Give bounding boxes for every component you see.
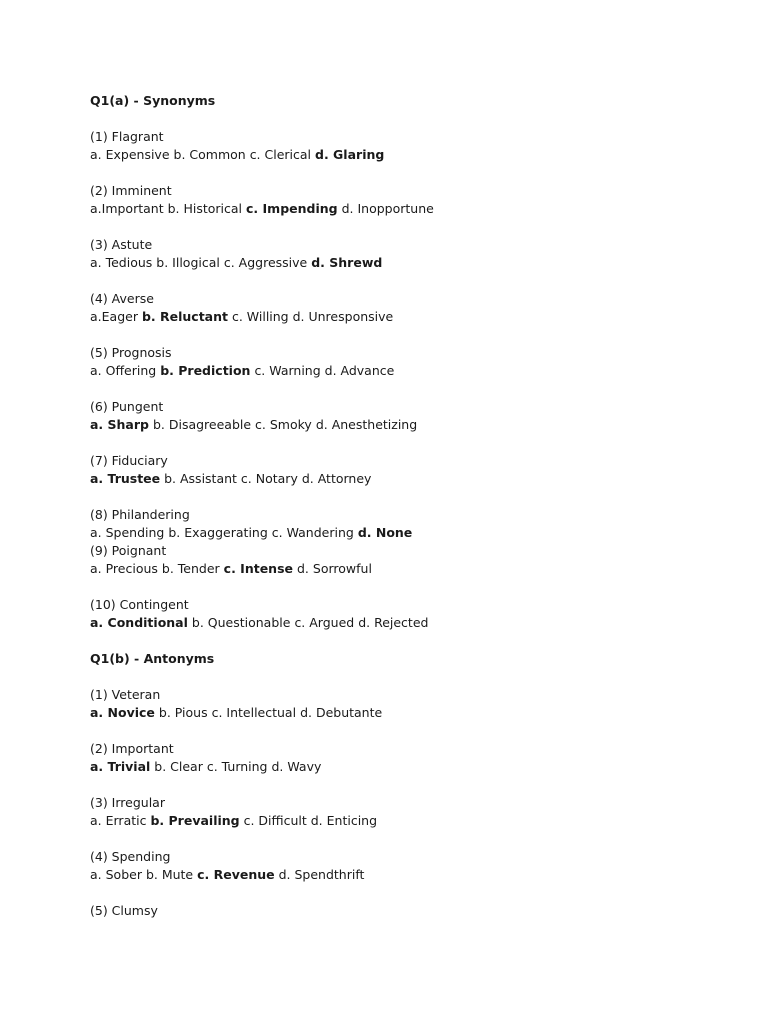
correct-answer-option: b. Reluctant [141,309,228,324]
answer-option: c. Turning [206,759,268,774]
correct-answer-option: b. Prevailing [150,813,240,828]
correct-answer-option: b. Prediction [160,363,251,378]
answer-option: d. Spendthrift [278,867,365,882]
question-word: (3) Astute [90,237,153,252]
correct-answer-option: c. Impending [246,201,338,216]
answer-option: b. Illogical [156,255,220,270]
correct-answer-option: c. Intense [223,561,294,576]
document-page [90,92,730,938]
answer-option: c. Smoky [255,417,312,432]
answer-option: d. Anesthetizing [315,417,418,432]
question-item [90,902,730,920]
correct-answer-option: a. Trivial [90,759,151,774]
question-word: (3) Irregular [90,795,165,810]
answer-option: c. Aggressive [223,255,308,270]
question-item [90,398,730,434]
answer-option: b. Common [173,147,246,162]
answer-options [90,308,730,326]
answer-option: c. Notary [240,471,298,486]
answer-option: b. Assistant [164,471,237,486]
answer-option: a. Tedious [90,255,153,270]
section [90,650,730,920]
answer-options [90,758,730,776]
correct-answer-option: c. Revenue [197,867,275,882]
section-title: Q1(b) - Antonyms [90,651,215,666]
answer-option: a. Precious [90,561,158,576]
answer-options [90,614,730,632]
answer-options [90,416,730,434]
answer-option: a. Erratic [90,813,147,828]
answer-option: a. Offering [90,363,157,378]
answer-option: d. Advance [324,363,395,378]
answer-option: d. Sorrowful [297,561,372,576]
answer-option: b. Clear [154,759,203,774]
answer-option: b. Pious [158,705,208,720]
answer-option: d. Wavy [271,759,322,774]
answer-option: b. Disagreeable [152,417,252,432]
answer-option: b. Questionable [191,615,291,630]
question-word: (4) Spending [90,849,171,864]
answer-option: c. Difficult [243,813,307,828]
answer-option: d. Rejected [358,615,429,630]
answer-options [90,254,730,272]
question-item [90,344,730,380]
answer-option: d. Inopportune [341,201,434,216]
question-item [90,128,730,164]
question-item [90,596,730,632]
question-word: (6) Pungent [90,399,164,414]
answer-option: c. Clerical [249,147,312,162]
question-word: (4) Averse [90,291,154,306]
question-word: (10) Contingent [90,597,189,612]
answer-option: d. Attorney [301,471,372,486]
correct-answer-option: a. Sharp [90,417,149,432]
answer-option: b. Historical [167,201,243,216]
answer-option: b. Mute [145,867,194,882]
answer-option: c. Warning [254,363,321,378]
answer-option: a. Spending [90,525,165,540]
correct-answer-option: d. Glaring [315,147,385,162]
question-item [90,182,730,218]
answer-option: d. Debutante [300,705,383,720]
question-item [90,506,730,542]
answer-options [90,704,730,722]
answer-option: c. Wandering [271,525,354,540]
answer-options [90,812,730,830]
answer-options [90,200,730,218]
answer-option: a. Expensive [90,147,170,162]
question-item [90,740,730,776]
answer-option: d. Enticing [310,813,378,828]
question-word: (1) Flagrant [90,129,164,144]
correct-answer-option: d. Shrewd [311,255,383,270]
correct-answer-option: a. Novice [90,705,155,720]
question-word: (9) Poignant [90,543,167,558]
answer-options [90,470,730,488]
answer-option: a.Important [90,201,164,216]
question-word: (5) Prognosis [90,345,172,360]
question-item [90,542,730,578]
correct-answer-option: a. Conditional [90,615,188,630]
answer-options [90,146,730,164]
answer-option: c. Argued [294,615,355,630]
answer-option: a. Sober [90,867,142,882]
question-word: (7) Fiduciary [90,453,168,468]
question-item [90,236,730,272]
question-word: (5) Clumsy [90,903,158,918]
correct-answer-option: a. Trustee [90,471,161,486]
answer-option: c. Willing [231,309,289,324]
question-item [90,290,730,326]
answer-options [90,524,730,542]
answer-options [90,362,730,380]
question-word: (8) Philandering [90,507,190,522]
answer-option: b. Exaggerating [168,525,268,540]
question-word: (2) Important [90,741,174,756]
question-item [90,848,730,884]
correct-answer-option: d. None [357,525,413,540]
question-item [90,794,730,830]
question-word: (1) Veteran [90,687,161,702]
answer-options [90,866,730,884]
answer-option: c. Intellectual [211,705,297,720]
section [90,92,730,632]
question-item [90,452,730,488]
answer-options [90,560,730,578]
answer-option: a.Eager [90,309,138,324]
section-title: Q1(a) - Synonyms [90,93,216,108]
answer-option: b. Tender [161,561,220,576]
answer-option: d. Unresponsive [292,309,394,324]
question-item [90,686,730,722]
question-word: (2) Imminent [90,183,172,198]
